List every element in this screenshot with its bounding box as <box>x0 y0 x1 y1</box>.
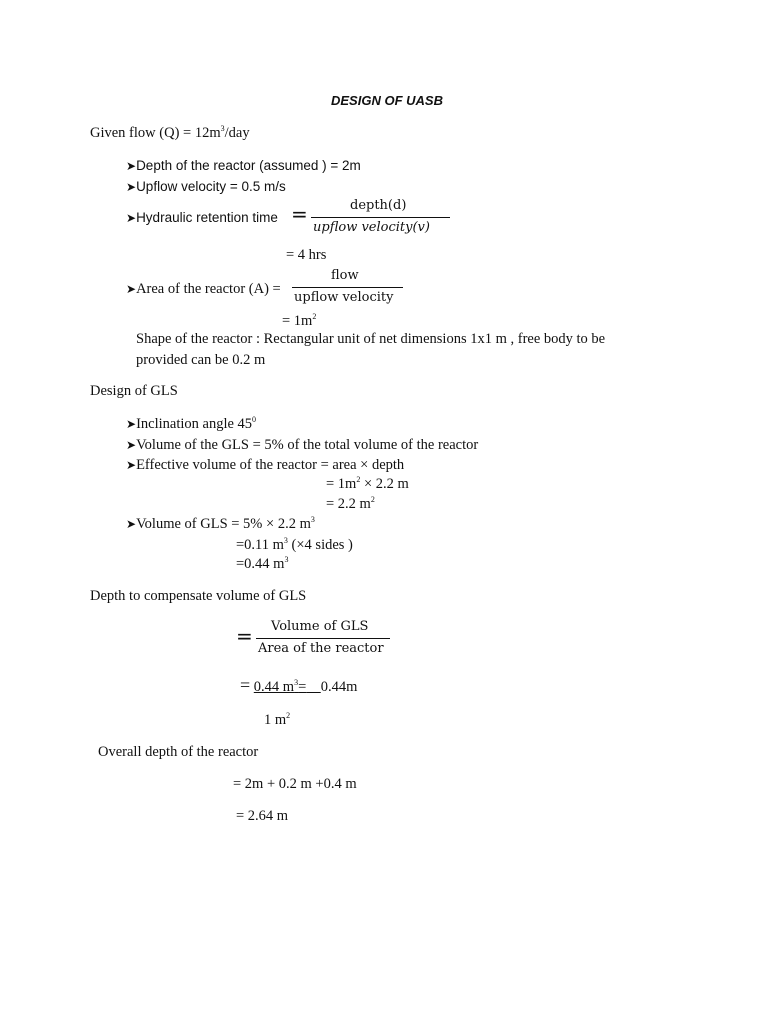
dc-numerator: Volume of GLS <box>271 619 369 634</box>
arrowhead-bullet-icon: ➤ <box>126 438 137 452</box>
dc-denominator: Area of the reactor <box>258 641 384 656</box>
arrowhead-bullet-icon: ➤ <box>126 159 137 173</box>
area-result: = $1m^2$ <box>282 312 317 329</box>
hrt-denominator: upflow velocity(v) <box>313 220 430 235</box>
shape-line-2: provided can be 0.2 m <box>136 352 266 368</box>
hrt-fraction-bar <box>311 217 450 218</box>
effective-volume-item: ➤Effective volume of the reactor = area × depth <box>126 457 405 473</box>
area-label: ➤Area of the reactor (A) = <box>126 281 281 297</box>
area-numerator: flow <box>331 268 359 283</box>
gls-volume-step-2: =0.44 $m^3$ <box>236 555 289 572</box>
dc-equals: = <box>236 624 253 648</box>
overall-depth-step-1: = 2m + 0.2 m +0.4 m <box>233 776 357 792</box>
inclination-item: ➤Inclination angle $45^0$ <box>126 415 257 432</box>
area-denominator: upflow velocity <box>294 290 394 305</box>
hrt-numerator: depth(d) <box>350 198 407 213</box>
effective-volume-step-1: = $1m^2 \times 2.2$ m <box>326 475 409 492</box>
hrt-result: = 4 hrs <box>286 247 327 263</box>
dc-denominator-value: 1 $m^2$ <box>264 711 291 728</box>
area-fraction-bar <box>292 287 403 288</box>
effective-volume-step-2: = 2.2 $m^2$ <box>326 495 375 512</box>
arrowhead-bullet-icon: ➤ <box>126 458 137 472</box>
arrowhead-bullet-icon: ➤ <box>126 211 137 225</box>
shape-line-1: Shape of the reactor : Rectangular unit of net dimensions 1x1 m , free body to be <box>136 331 606 347</box>
gls-volume-step-1: =0.11 $m^3$ (×4 sides ) <box>236 536 353 553</box>
arrowhead-bullet-icon: ➤ <box>126 517 137 531</box>
arrowhead-bullet-icon: ➤ <box>126 282 137 296</box>
hrt-label: ➤Hydraulic retention time <box>126 210 278 225</box>
overall-depth-heading: Overall depth of the reactor <box>98 744 259 760</box>
upflow-velocity-item: ➤Upflow velocity = 0.5 m/s <box>126 179 286 194</box>
hrt-equals: = <box>291 202 308 226</box>
depth-assumed-item: ➤Depth of the reactor (assumed ) = 2m <box>126 158 361 173</box>
arrowhead-bullet-icon: ➤ <box>126 180 137 194</box>
gls-volume-pct-item: ➤Volume of the GLS = 5% of the total volume of the reactor <box>126 437 479 453</box>
dc-calc-line: = 0.44 $m^3=$ 0.44m <box>240 675 358 695</box>
given-flow-line: Given flow $(Q) = 12m^3$/day <box>90 124 250 141</box>
dc-fraction-bar <box>256 638 390 639</box>
gls-heading: Design of GLS <box>90 383 178 399</box>
page-title: DESIGN OF UASB <box>331 93 443 108</box>
overall-depth-result: = 2.64 m <box>236 808 289 824</box>
depth-compensate-heading: Depth to compensate volume of GLS <box>90 588 307 604</box>
gls-volume-calc-item: ➤Volume of GLS = 5% × 2.2 $m^3$ <box>126 515 315 532</box>
arrowhead-bullet-icon: ➤ <box>126 417 137 431</box>
